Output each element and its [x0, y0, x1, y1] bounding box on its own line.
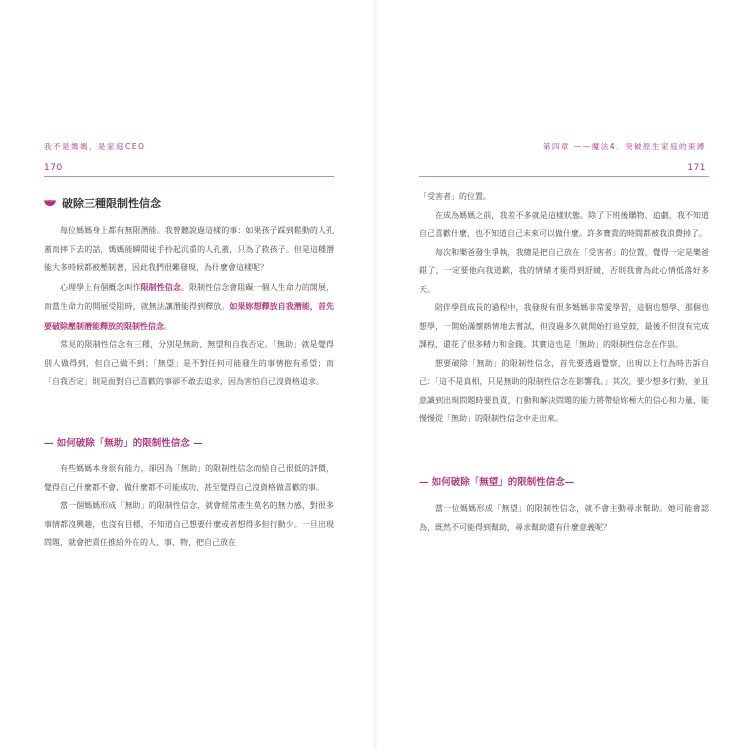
helpless-paragraphs: [44, 460, 334, 553]
right-page: [375, 0, 750, 750]
highlight-text: 如果妳想釋放自我潛能，首先要破除壓制潛能釋放的限制性信念: [44, 301, 334, 331]
text-run: 心理學上有個概念叫作: [60, 282, 141, 292]
right-paragraphs: [419, 188, 709, 429]
section-title: [44, 195, 161, 211]
intro-paragraphs: [44, 222, 334, 392]
paragraph: 「受害者」的位置。: [419, 192, 491, 201]
header-rule-right: [419, 176, 709, 177]
hopeless-paragraphs: [419, 500, 709, 537]
text-run: 。限制性信念會阻礙一個人生命力的開展，而當生命力的開展受阻時，就無法讓潛能得到釋放。: [44, 282, 335, 311]
section-title-text: 破除三種限制性信念: [62, 197, 161, 210]
paragraph: 當一個媽媽形成「無助」的限制性信念，就會經常產生莫名的無力感，對很多事情都沒興趣，也沒有目標，不知道自己想要什麼或者想得多但行動少。一旦出現問題，就會把責任推給外在的人、事、物，把自己放在: [44, 501, 334, 547]
paragraph: [44, 278, 334, 337]
running-header-left: 我不是媽媽，是家庭CEO: [44, 142, 146, 151]
header-rule-left: [44, 176, 334, 177]
paragraph: 想要破除「無助」的限制性信念，首先要透過覺察，出現以上行為時告訴自己：「這不是真相，只是無助的限制性信念在影響我。」其次，要少想多行動，並且意識到出現問題時要負責，行動和解決問題的能力將帶給妳極大的信心和力量，能慢慢從「無助」的限制性信念中走出來。: [419, 358, 709, 423]
subheading-hopeless: — 如何破除「無望」的限制性信念—: [419, 477, 575, 488]
paragraph: 常見的限制性信念有三種，分別是無助、無望和自我否定。「無助」就是覺得別人做得到，但自己做不到；「無望」是不對任何可能發生的事情抱有希望；而「自我否定」則是面對自己喜歡的事卻不敢去追求，因為害怕自己沒資格追求。: [44, 340, 334, 386]
paragraph: 有些媽媽本身很有能力，卻因為「無助」的限制性信念而給自己很低的評價，覺得自己什麼都不會，做什麼都不可能成功，甚至覺得自己沒資格做喜歡的事。: [44, 464, 334, 492]
bowl-icon: [44, 199, 56, 207]
page-number-right: 171: [687, 163, 706, 173]
subheading-helpless: — 如何破除「無助」的限制性信念 —: [44, 438, 203, 449]
paragraph: 在成為媽媽之前，我差不多就是這樣狀態。除了下班後購物、追劇，我不知道自己喜歡什麼，也不知道自己未來可以做什麼。許多寶貴的時間都被我浪費掉了。: [419, 210, 709, 238]
page-number-left: 170: [44, 163, 63, 173]
paragraph: 陪伴學員成長的過程中，我發現有很多媽媽非常愛學習，這個也想學、那個也想學，一開始滿懷熱情地去嘗試，但沒過多久就開始打退堂鼓，最後不但沒有完成課程，還花了很多精力和金錢。其實這也是「無助」的限制性信念在作祟。: [419, 303, 709, 349]
highlight-text: 限制性信念: [140, 281, 181, 292]
paragraph: 每次和樂爸發生爭執，我總是把自己放在「受害者」的位置，覺得一定是樂爸錯了，一定要他向我道歉，我的情緒才能得到舒緩，否則我會為此心情低落好多天。: [419, 247, 709, 294]
paragraph: 每位媽媽身上都有無限潛能。我曾聽說過這樣的事：如果孩子踩到鬆動的人孔蓋而摔下去的話，媽媽能瞬間徒手拎起沉重的人孔蓋，只為了救孩子。但是這種潛能大多時候都被壓制著，因此我們很難發現，為什麼會這樣呢？: [44, 226, 334, 272]
running-header-right: 第四章 ——魔法4．突破原生家庭的束縛: [542, 142, 706, 151]
paragraph: 當一位媽媽形成「無望」的限制性信念，就不會主動尋求幫助。她可能會認為，既然不可能得到幫助，尋求幫助還有什麼意義呢？: [419, 504, 709, 532]
text-run: 。: [164, 321, 172, 331]
